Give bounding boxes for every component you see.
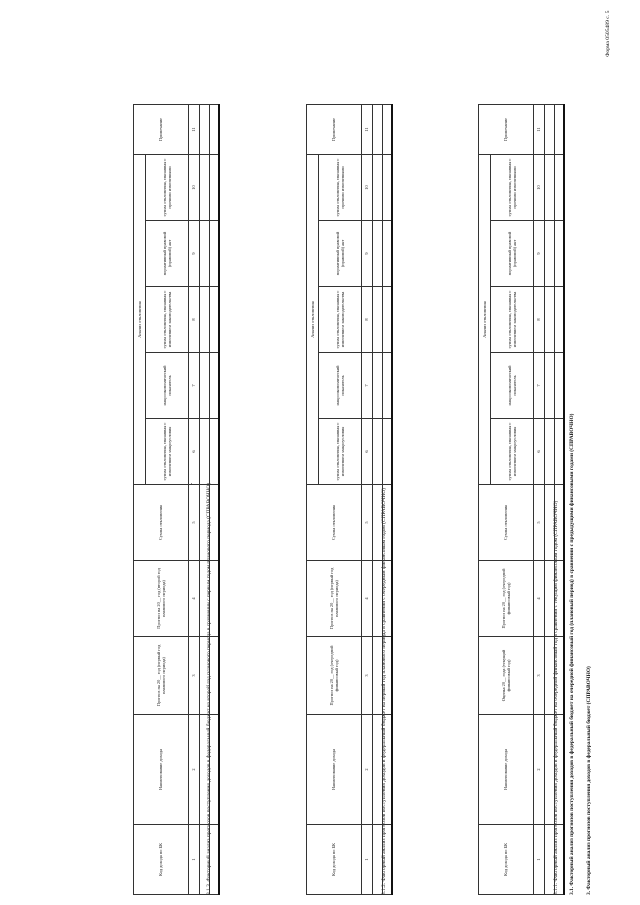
table-row [200, 105, 210, 895]
header-name: Наименование дохода [307, 715, 362, 825]
header-deviation: Сумма отклонения [307, 485, 362, 561]
column-number: 11 [189, 105, 200, 155]
column-number: 10 [362, 155, 373, 221]
header-macro-indicator: макроэкономический показатель [491, 353, 534, 419]
column-number: 6 [534, 419, 545, 485]
header-name: Наименование дохода [479, 715, 534, 825]
header-name: Наименование дохода [134, 715, 189, 825]
table-row [383, 105, 393, 895]
column-number: 4 [534, 561, 545, 637]
column-number: 7 [362, 353, 373, 419]
header-macro-deviation: сумма отклонения, связанная с изменением макроусловия [319, 419, 362, 485]
header-col-a: Оценка 20__ года (текущий финансовый год) [479, 637, 534, 715]
subsection-3-1-title: 3.1. Факторный анализ прогнозов поступления доходов в федеральный бюджет на очередной финансовый год (плановый период) в сравнении с предыдущими финансовыми годами (СПРАВОЧНО) [569, 413, 575, 895]
header-law-deviation: сумма отклонения, связанная с изменением законодательства [491, 287, 534, 353]
column-number: 8 [362, 287, 373, 353]
table-row [555, 105, 565, 895]
column-number: 5 [189, 485, 200, 561]
subsection-3-1-3-title: 3.1.3. Факторный анализ прогнозов поступления доходов в федеральный бюджет на второй год планового периода в сравнении с первым годом планового периода (СПРАВОЧНО) [206, 482, 212, 895]
header-macro-indicator: макроэкономический показатель [319, 353, 362, 419]
header-col-b: Прогноз на 20__ год (очередной финансовый год) [479, 561, 534, 637]
header-macro-deviation: сумма отклонения, связанная с изменением макроусловия [491, 419, 534, 485]
column-number: 5 [362, 485, 373, 561]
header-code: Код дохода по БК [479, 825, 534, 895]
column-number: 9 [189, 221, 200, 287]
header-other-deviation: сумма отклонения, связанная с прочими изменениями [491, 155, 534, 221]
header-law-deviation: сумма отклонения, связанная с изменением законодательства [146, 287, 189, 353]
column-number: 8 [534, 287, 545, 353]
header-macro-deviation: сумма отклонения, связанная с изменением макроусловия [146, 419, 189, 485]
column-number: 2 [362, 715, 373, 825]
header-col-a: Прогноз на 20__ год (очередной финансовый год) [307, 637, 362, 715]
column-number: 11 [534, 105, 545, 155]
column-number: 8 [189, 287, 200, 353]
header-legal-act: нормативный правовой (правовой) акт [146, 221, 189, 287]
header-code: Код дохода по БК [134, 825, 189, 895]
column-number: 9 [362, 221, 373, 287]
header-legal-act: нормативный правовой (правовой) акт [491, 221, 534, 287]
header-note: Примечание [479, 105, 534, 155]
header-legal-act: нормативный правовой (правовой) акт [319, 221, 362, 287]
header-other-deviation: сумма отклонения, связанная с прочими изменениями [146, 155, 189, 221]
column-number: 10 [189, 155, 200, 221]
column-number: 2 [189, 715, 200, 825]
column-number: 1 [189, 825, 200, 895]
column-number: 1 [534, 825, 545, 895]
column-number: 3 [189, 637, 200, 715]
subsection-3-1-2-title: 3.1.2. Факторный анализ прогнозов поступления доходов в федеральный бюджет на первый год планового периода в сравнении с очередным финансовым годом (СПРАВОЧНО) [381, 487, 387, 895]
header-col-b: Прогноз на 20__ год (второй год планового периода) [134, 561, 189, 637]
column-number: 7 [534, 353, 545, 419]
subsection-3-1-1-title: 3.1.1. Факторный анализ прогнозов поступления доходов в федеральный бюджет на очередной финансовый год в сравнении с текущим финансовым годом (СПРАВОЧНО) [553, 500, 559, 895]
column-number: 6 [362, 419, 373, 485]
header-analysis-group: Анализ отклонения [479, 155, 491, 485]
header-deviation: Сумма отклонения [134, 485, 189, 561]
column-number: 3 [534, 637, 545, 715]
column-number: 6 [189, 419, 200, 485]
header-law-deviation: сумма отклонения, связанная с изменением законодательства [319, 287, 362, 353]
table-row [545, 105, 555, 895]
header-col-b: Прогноз на 20__ год (первый год планового периода) [307, 561, 362, 637]
column-number: 4 [189, 561, 200, 637]
column-number: 1 [362, 825, 373, 895]
column-number: 10 [534, 155, 545, 221]
header-note: Примечание [307, 105, 362, 155]
column-number: 3 [362, 637, 373, 715]
table-row [210, 105, 220, 895]
column-number: 7 [189, 353, 200, 419]
column-number: 2 [534, 715, 545, 825]
header-note: Примечание [134, 105, 189, 155]
header-analysis-group: Анализ отклонения [307, 155, 319, 485]
factor-table-3-1-3 [133, 104, 220, 895]
header-deviation: Сумма отклонения [479, 485, 534, 561]
form-number: Форма 0505489 с. 5 [605, 10, 611, 57]
column-number: 9 [534, 221, 545, 287]
factor-table-3-1-1 [478, 104, 565, 895]
header-col-a: Прогноз на 20__ год (первый год планового периода) [134, 637, 189, 715]
header-other-deviation: сумма отклонения, связанная с прочими изменениями [319, 155, 362, 221]
factor-table-3-1-2 [306, 104, 393, 895]
column-number: 4 [362, 561, 373, 637]
header-macro-indicator: макроэкономический показатель [146, 353, 189, 419]
section-title: 3. Факторный анализ прогнозов поступления доходов в федеральный бюджет (СПРАВОЧНО) [586, 666, 592, 895]
column-number: 5 [534, 485, 545, 561]
header-analysis-group: Анализ отклонения [134, 155, 146, 485]
header-code: Код дохода по БК [307, 825, 362, 895]
column-number: 11 [362, 105, 373, 155]
table-row [373, 105, 383, 895]
